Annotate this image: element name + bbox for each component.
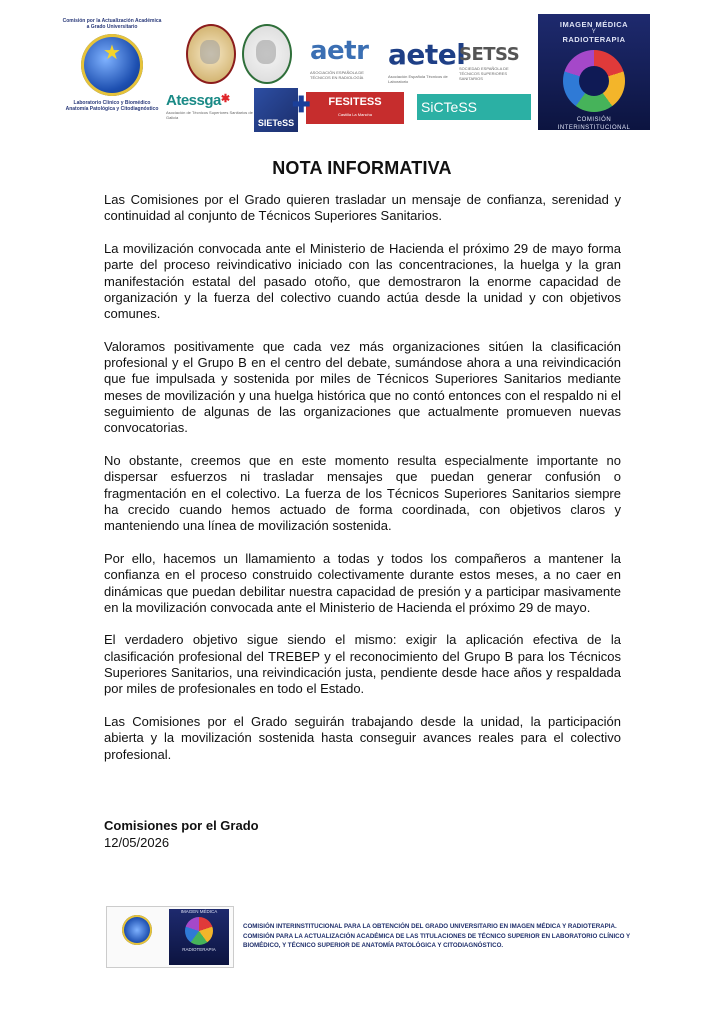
- paragraph: Valoramos positivamente que cada vez más organizaciones sitúen la clasificación profesional y el Grupo B en el centro del debate, sumándose ahora a una reivindicación que fue impulsada y sostenida por miles de Técnicos Superiores Sanitarios mediante meses de movilización y una huelga histórica que no contó entonces con el respaldo ni el seguimiento de algunas de las organizaciones que actualmente promueven nuevas convocatorias.: [104, 338, 621, 436]
- comision-logo-caption: Comisión por la Actualización Académica a Grado Universitario: [62, 18, 162, 30]
- fesitess-logo-text: FESITESS: [328, 96, 382, 108]
- footer-radio-line3: RADIOTERAPIA: [182, 947, 216, 952]
- paragraph: No obstante, creemos que en este momento resulta especialmente importante no dispersar esfuerzos ni trasladar mensajes que puedan generar confusión o fragmentación en el colectivo. La fuerza de los Técnicos Superiores Sanitarios siempre ha crecido cuando hemos actuado de forma coordinada, con objetivos claros y manteniendo una línea de movilización sostenida.: [104, 453, 621, 534]
- signature-block: [104, 818, 259, 851]
- globe-stars-icon: [81, 34, 143, 96]
- footer-radio-line1: IMAGEN MÉDICA: [180, 909, 218, 914]
- footer-line2: COMISIÓN PARA LA ACTUALIZACIÓN ACADÉMICA DE LAS TITULACIONES DE TÉCNICO SUPERIOR EN LABORATORIO CLÍNICO Y BIOMÉDICO, Y TÉCNICO SUPERIOR DE ANATOMÍA PATOLÓGICA Y CITODIAGNÓSTICO.: [243, 932, 631, 949]
- setss-logo: SETSS: [459, 44, 520, 65]
- radio-logo-line5: INTERINSTITUCIONAL: [557, 125, 631, 131]
- sietess-logo: SIETeSS: [254, 88, 298, 132]
- setss-logo-subtitle: SOCIEDAD ESPAÑOLA DE TÉCNICOS SUPERIORES SANITARIOS: [459, 66, 509, 81]
- aetel-logo: aetel: [388, 38, 466, 71]
- paragraph: Las Comisiones por el Grado quieren trasladar un mensaje de confianza, serenidad y continuidad al conjunto de Técnicos Superiores Sanitarios.: [104, 192, 621, 224]
- atessga-logo-text: Atessga: [166, 92, 221, 109]
- asterisk-icon: ✱: [220, 93, 230, 105]
- globe-stars-icon: [122, 915, 152, 945]
- radio-logo-line2: Y: [591, 29, 597, 35]
- radio-logo-line3: RADIOTERAPIA: [562, 35, 626, 44]
- signature-date: 12/05/2026: [104, 834, 170, 850]
- atessga-logo: [166, 92, 230, 109]
- footer-logos: [106, 906, 234, 968]
- comision-grado-logo: [62, 18, 162, 128]
- signature-org: Comisiones por el Grado: [104, 818, 259, 833]
- association-seal-icon: [242, 24, 292, 84]
- sictess-logo: SiCTeSS: [417, 94, 531, 120]
- paragraph: Por ello, hacemos un llamamiento a todas y todos los compañeros a mantener la confianza en el proceso construido colectivamente durante estos meses, a no caer en dinámicas que puedan debilitar nuestra capacidad de presión y a participar masivamente en la movilización convocada ante el Ministerio de Hacienda el próximo 29 de mayo.: [104, 550, 621, 615]
- college-seal-icon: [186, 24, 236, 84]
- people-ring-icon: [185, 917, 213, 945]
- radio-logo-line1: IMAGEN MÉDICA: [559, 20, 629, 29]
- radio-logo-line4: COMISIÓN: [576, 117, 612, 123]
- people-ring-icon: [563, 50, 625, 112]
- paragraph: La movilización convocada ante el Ministerio de Hacienda el próximo 29 de mayo forma parte del proceso reivindicativo iniciado con las concentraciones, la huelga y la gran manifestación estatal del pasado otoño, que demostraron la enorme capacidad de organización y la fuerza del colectivo cuando actúa desde la unidad y con objetivos comunes.: [104, 240, 621, 322]
- imagen-medica-radioterapia-logo: [538, 14, 650, 130]
- comision-logo-caption-bottom: Laboratorio Clínico y Biomédico Anatomía Patológica y Citodiagnóstico: [65, 100, 159, 112]
- document-body: [104, 192, 621, 779]
- paragraph: Las Comisiones por el Grado seguirán trabajando desde la unidad, la participación abierta y la movilización sostenida hasta conseguir avances reales para el colectivo profesional.: [104, 714, 621, 762]
- document-title: NOTA INFORMATIVA: [272, 158, 452, 178]
- aetr-logo-subtitle: ASOCIACIÓN ESPAÑOLA DE TÉCNICOS EN RADIOLOGÍA: [310, 70, 364, 80]
- footer-radio-logo: [169, 909, 229, 965]
- cross-icon: ✚: [292, 92, 311, 117]
- fesitess-logo-subtitle: Castilla La Mancha: [337, 112, 373, 117]
- atessga-logo-subtitle: Asociación de Técnicos Superiores Sanitarios de Galicia: [166, 110, 253, 120]
- fesitess-logo: [292, 92, 404, 124]
- footer-text: [243, 922, 633, 951]
- paragraph: El verdadero objetivo sigue siendo el mismo: exigir la aplicación efectiva de la clasificación profesional del TREBEP y el reconocimiento del Grupo B para los Técnicos Superiores Sanitarios, una reivindicación justa, pendiente desde hace años y respaldada por miles de profesionales en todo el Estado.: [104, 632, 621, 697]
- footer-line1: COMISIÓN INTERINSTITUCIONAL PARA LA OBTENCIÓN DEL GRADO UNIVERSITARIO EN IMAGEN MÉDICA Y RADIOTERAPIA.: [243, 923, 617, 930]
- footer-comision-logo: [111, 911, 163, 963]
- aetr-logo: aetr: [310, 36, 369, 66]
- header-logos: [62, 14, 532, 132]
- aetel-logo-subtitle: Asociación Española Técnicos de Laboratorio: [388, 74, 448, 84]
